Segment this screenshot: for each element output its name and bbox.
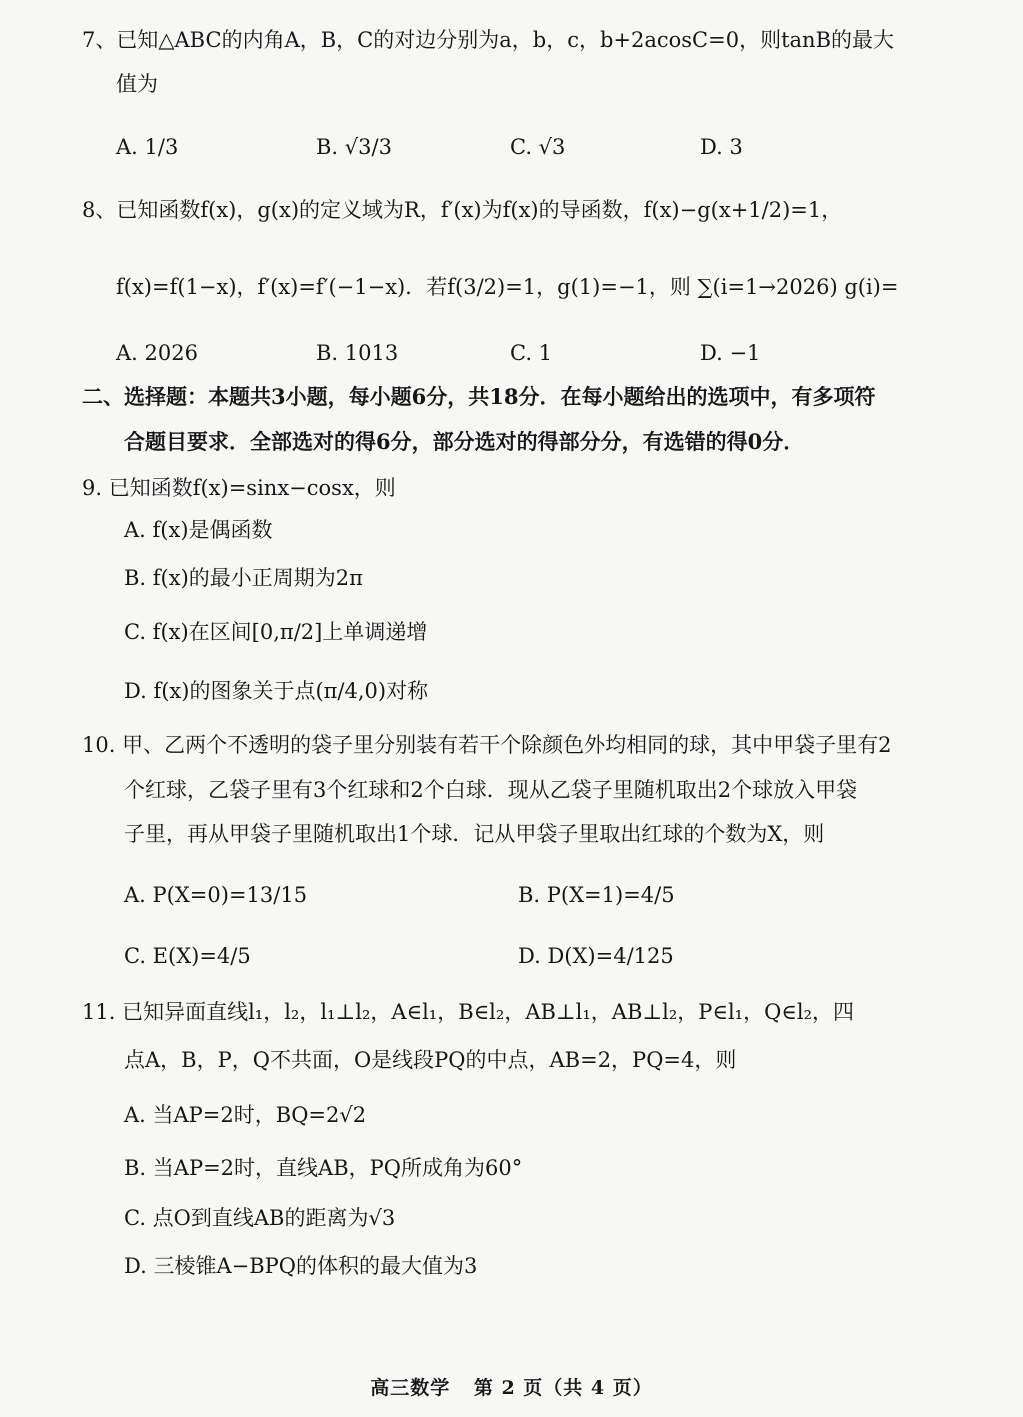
page-footer [0, 1373, 1023, 1400]
q10-stem-line3: 子里，再从甲袋子里随机取出1个球．记从甲袋子里取出红球的个数为X，则 [124, 822, 825, 846]
q10-stem-line1: 10. 甲、乙两个不透明的袋子里分别装有若干个除颜色外均相同的球，其中甲袋子里有2 [82, 733, 892, 757]
q11-option-b: B. 当AP=2时，直线AB，PQ所成角为60° [124, 1156, 523, 1180]
q10-option-c: C. E(X)=4/5 [124, 944, 251, 968]
section2-heading-line2: 合题目要求．全部选对的得6分，部分选对的得部分分，有选错的得0分． [124, 429, 805, 454]
footer-subject: 高三数学 [370, 1377, 451, 1399]
q8-option-b: B. 1013 [316, 341, 399, 365]
q11-option-a: A. 当AP=2时，BQ=2√2 [124, 1103, 367, 1127]
q8-stem-line2: f(x)=f(1−x)，f′(x)=f′(−1−x)．若f(3/2)=1，g(1)=−1，则 ∑(i=1→2026) g(i)= [116, 275, 899, 299]
q9-option-a: A. f(x)是偶函数 [124, 518, 273, 542]
q11-stem-line2: 点A，B，P，Q不共面，O是线段PQ的中点，AB=2，PQ=4，则 [124, 1048, 737, 1072]
section2-heading-line1: 二、选择题：本题共3小题，每小题6分，共18分．在每小题给出的选项中，有多项符 [82, 384, 876, 409]
q7-option-c: C. √3 [510, 135, 566, 159]
q7-stem-line1: 7、已知△ABC的内角A，B，C的对边分别为a，b，c，b+2acosC=0，则tanB的最大 [82, 28, 894, 52]
q11-option-c: C. 点O到直线AB的距离为√3 [124, 1206, 396, 1230]
q7-option-a: A. 1/3 [116, 135, 179, 159]
q8-option-a: A. 2026 [116, 341, 198, 365]
q8-option-c: C. 1 [510, 341, 553, 365]
q11-option-d: D. 三棱锥A−BPQ的体积的最大值为3 [124, 1254, 478, 1278]
footer-page-number: 第 2 页（共 4 页） [473, 1377, 653, 1399]
q10-option-b: B. P(X=1)=4/5 [518, 883, 675, 907]
q9-option-b: B. f(x)的最小正周期为2π [124, 566, 363, 590]
q8-stem-line1: 8、已知函数f(x)，g(x)的定义域为R，f′(x)为f(x)的导函数，f(x)−g(x+1/2)=1， [82, 198, 843, 222]
q10-stem-line2: 个红球，乙袋子里有3个红球和2个白球．现从乙袋子里随机取出2个球放入甲袋 [124, 778, 858, 802]
q9-option-c: C. f(x)在区间[0,π/2]上单调递增 [124, 620, 428, 644]
q10-option-a: A. P(X=0)=13/15 [124, 883, 308, 907]
q11-stem-line1: 11. 已知异面直线l₁，l₂，l₁⊥l₂，A∈l₁，B∈l₂，AB⊥l₁，AB⊥l₂，P∈l₁，Q∈l₂，四 [82, 1000, 854, 1024]
q9-stem: 9. 已知函数f(x)=sinx−cosx，则 [82, 476, 396, 500]
q7-option-b: B. √3/3 [316, 135, 392, 159]
q9-option-d: D. f(x)的图象关于点(π/4,0)对称 [124, 679, 429, 703]
q7-stem-line2: 值为 [116, 72, 158, 96]
q8-option-d: D. −1 [700, 341, 761, 365]
q7-option-d: D. 3 [700, 135, 743, 159]
q10-option-d: D. D(X)=4/125 [518, 944, 674, 968]
